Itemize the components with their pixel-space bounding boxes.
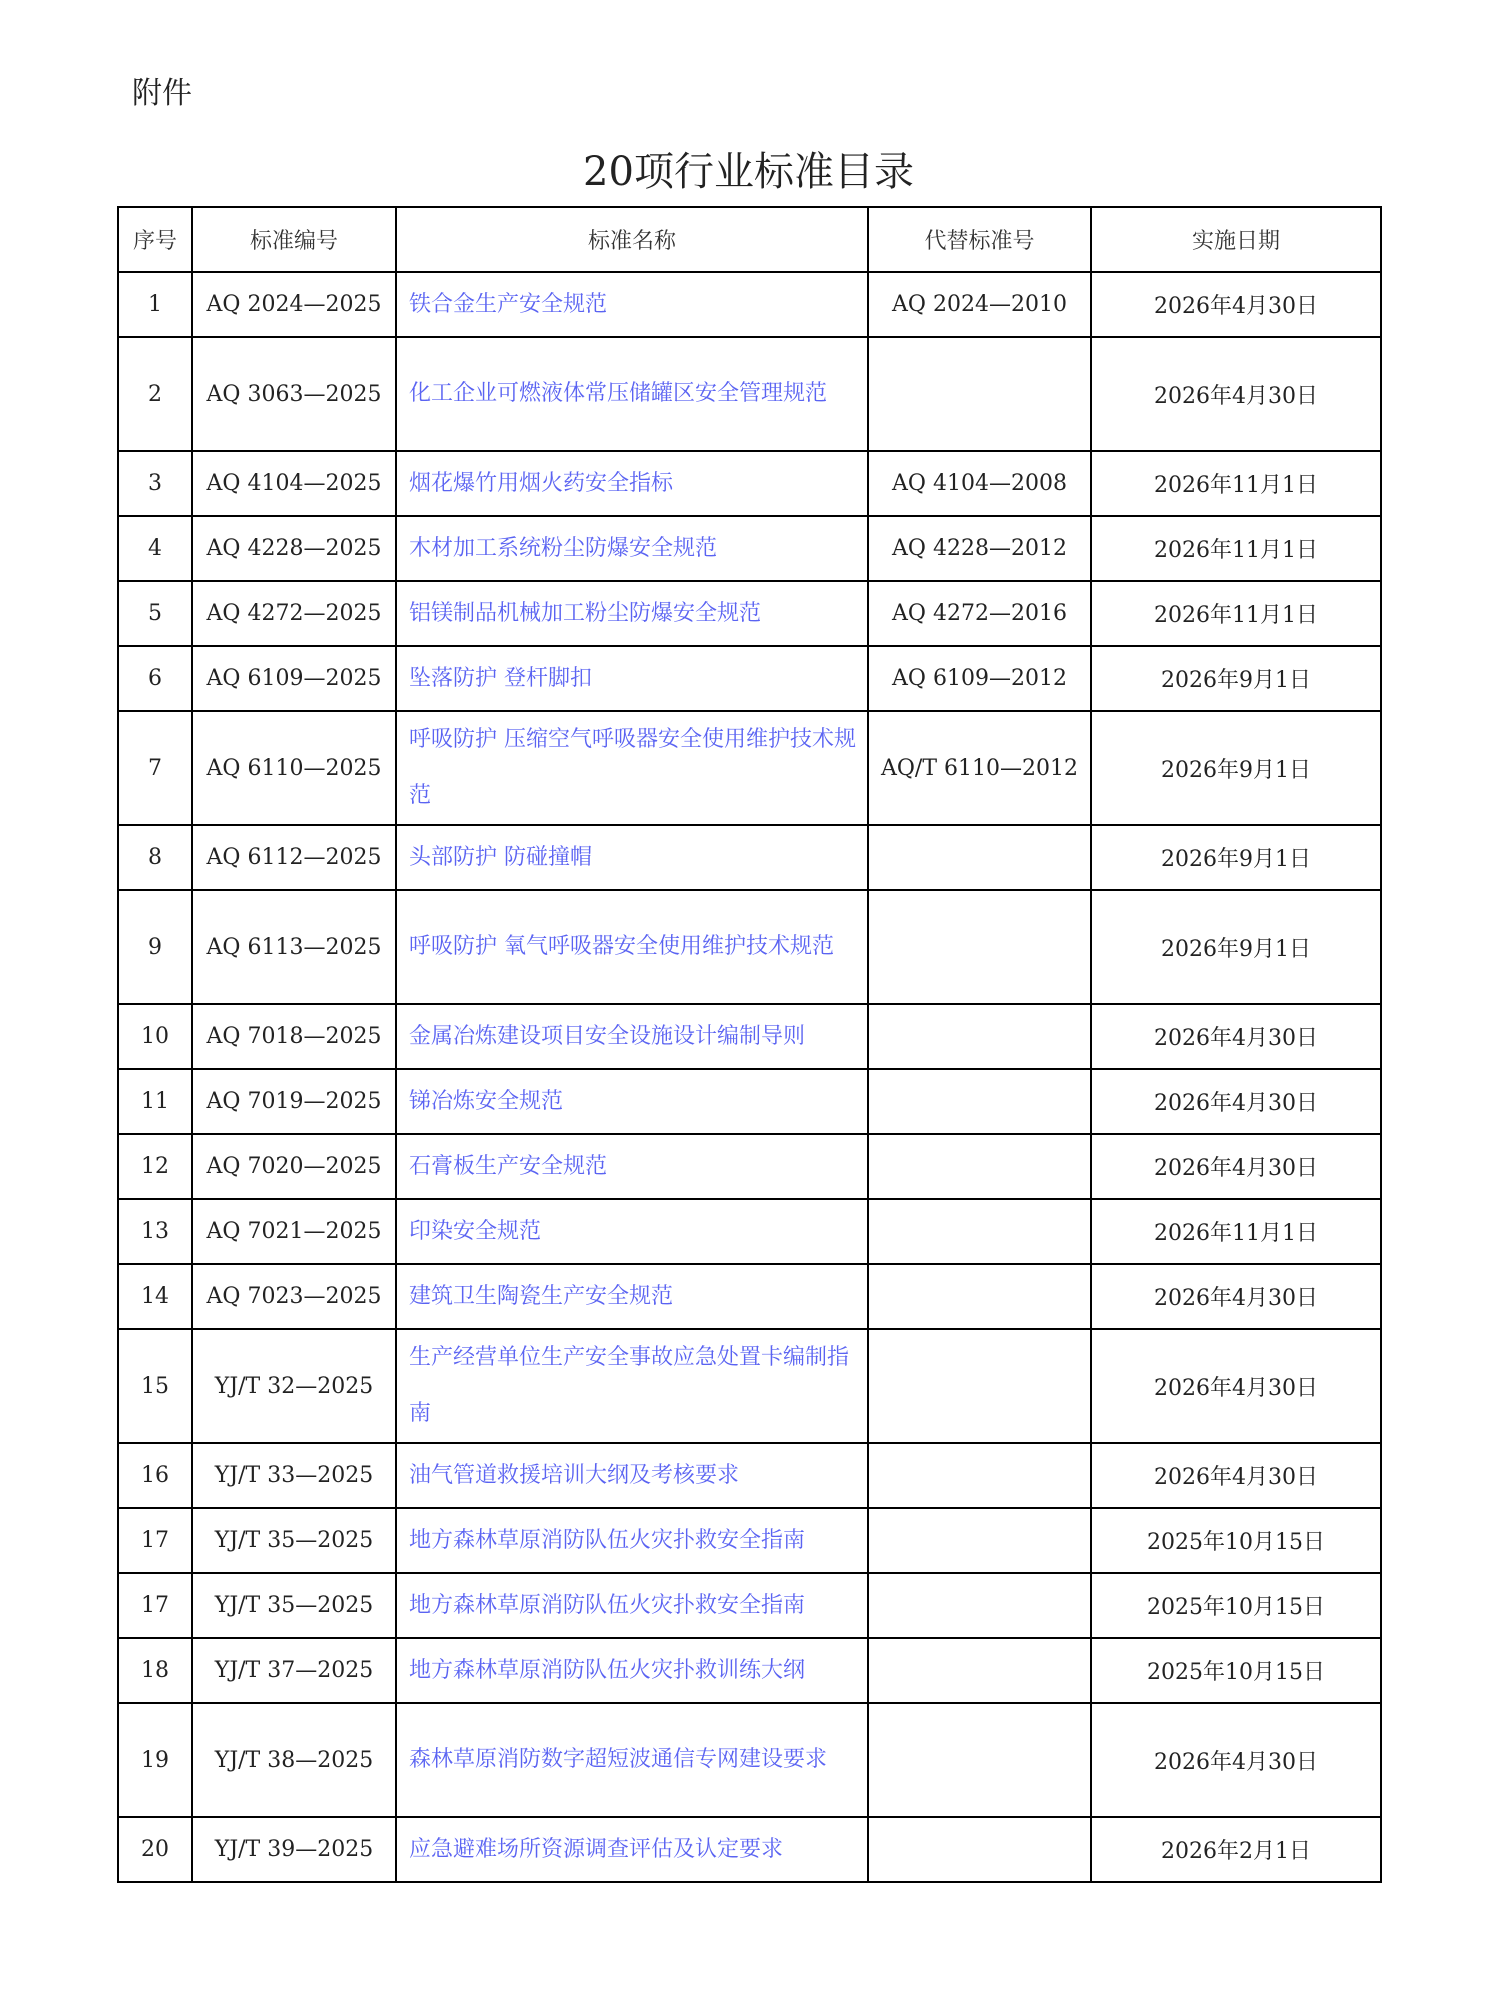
cell-no: 5 bbox=[118, 581, 192, 646]
cell-code: AQ 3063—2025 bbox=[192, 337, 396, 451]
standard-name-link[interactable]: 石膏板生产安全规范 bbox=[396, 1134, 868, 1199]
cell-code: AQ 7021—2025 bbox=[192, 1199, 396, 1264]
cell-replaces bbox=[868, 1134, 1091, 1199]
cell-no: 3 bbox=[118, 451, 192, 516]
standard-name-link[interactable]: 烟花爆竹用烟火药安全指标 bbox=[396, 451, 868, 516]
cell-date: 2026年4月30日 bbox=[1091, 1264, 1381, 1329]
cell-code: AQ 4228—2025 bbox=[192, 516, 396, 581]
cell-replaces bbox=[868, 337, 1091, 451]
standard-name-link[interactable]: 地方森林草原消防队伍火灾扑救训练大纲 bbox=[396, 1638, 868, 1703]
page-title: 20项行业标准目录 bbox=[583, 149, 914, 195]
cell-no: 13 bbox=[118, 1199, 192, 1264]
cell-code: AQ 4104—2025 bbox=[192, 451, 396, 516]
standard-name-link[interactable]: 应急避难场所资源调查评估及认定要求 bbox=[396, 1817, 868, 1882]
attachment-label: 附件 bbox=[132, 76, 192, 111]
header-date: 实施日期 bbox=[1091, 207, 1381, 272]
cell-no: 9 bbox=[118, 890, 192, 1004]
cell-date: 2026年4月30日 bbox=[1091, 1069, 1381, 1134]
header-replaces: 代替标准号 bbox=[868, 207, 1091, 272]
cell-date: 2026年4月30日 bbox=[1091, 272, 1381, 337]
cell-code: AQ 6109—2025 bbox=[192, 646, 396, 711]
cell-code: AQ 4272—2025 bbox=[192, 581, 396, 646]
standard-name-link[interactable]: 森林草原消防数字超短波通信专网建设要求 bbox=[396, 1703, 868, 1817]
cell-replaces: AQ 4104—2008 bbox=[868, 451, 1091, 516]
cell-code: YJ/T 33—2025 bbox=[192, 1443, 396, 1508]
cell-no: 11 bbox=[118, 1069, 192, 1134]
cell-replaces: AQ/T 6110—2012 bbox=[868, 711, 1091, 825]
cell-no: 1 bbox=[118, 272, 192, 337]
standard-name-link[interactable]: 印染安全规范 bbox=[396, 1199, 868, 1264]
cell-code: YJ/T 39—2025 bbox=[192, 1817, 396, 1882]
cell-date: 2026年9月1日 bbox=[1091, 825, 1381, 890]
cell-date: 2026年9月1日 bbox=[1091, 646, 1381, 711]
standard-name-link[interactable]: 锑冶炼安全规范 bbox=[396, 1069, 868, 1134]
table-row bbox=[118, 1573, 1381, 1638]
cell-date: 2026年4月30日 bbox=[1091, 337, 1381, 451]
table-row bbox=[118, 1817, 1381, 1882]
cell-date: 2026年4月30日 bbox=[1091, 1443, 1381, 1508]
cell-no: 4 bbox=[118, 516, 192, 581]
cell-replaces bbox=[868, 1573, 1091, 1638]
cell-date: 2026年4月30日 bbox=[1091, 1703, 1381, 1817]
cell-replaces bbox=[868, 1508, 1091, 1573]
cell-replaces: AQ 6109—2012 bbox=[868, 646, 1091, 711]
cell-code: AQ 6110—2025 bbox=[192, 711, 396, 825]
standard-name-link[interactable]: 呼吸防护 压缩空气呼吸器安全使用维护技术规范 bbox=[396, 711, 868, 825]
standard-name-link[interactable]: 铁合金生产安全规范 bbox=[396, 272, 868, 337]
cell-code: AQ 7019—2025 bbox=[192, 1069, 396, 1134]
standard-name-link[interactable]: 地方森林草原消防队伍火灾扑救安全指南 bbox=[396, 1508, 868, 1573]
standard-name-link[interactable]: 建筑卫生陶瓷生产安全规范 bbox=[396, 1264, 868, 1329]
cell-replaces bbox=[868, 825, 1091, 890]
cell-code: YJ/T 38—2025 bbox=[192, 1703, 396, 1817]
cell-replaces bbox=[868, 1069, 1091, 1134]
table-row bbox=[118, 1443, 1381, 1508]
cell-date: 2026年9月1日 bbox=[1091, 711, 1381, 825]
cell-date: 2025年10月15日 bbox=[1091, 1508, 1381, 1573]
cell-no: 12 bbox=[118, 1134, 192, 1199]
cell-date: 2026年4月30日 bbox=[1091, 1134, 1381, 1199]
cell-replaces: AQ 2024—2010 bbox=[868, 272, 1091, 337]
cell-date: 2025年10月15日 bbox=[1091, 1573, 1381, 1638]
table-row bbox=[118, 1329, 1381, 1443]
cell-date: 2026年4月30日 bbox=[1091, 1004, 1381, 1069]
cell-date: 2026年11月1日 bbox=[1091, 451, 1381, 516]
cell-date: 2026年11月1日 bbox=[1091, 581, 1381, 646]
header-name: 标准名称 bbox=[396, 207, 868, 272]
cell-no: 16 bbox=[118, 1443, 192, 1508]
cell-code: AQ 6112—2025 bbox=[192, 825, 396, 890]
cell-code: YJ/T 37—2025 bbox=[192, 1638, 396, 1703]
table-row bbox=[118, 1134, 1381, 1199]
table-row bbox=[118, 825, 1381, 890]
standard-name-link[interactable]: 头部防护 防碰撞帽 bbox=[396, 825, 868, 890]
cell-no: 19 bbox=[118, 1703, 192, 1817]
cell-replaces: AQ 4228—2012 bbox=[868, 516, 1091, 581]
table-row bbox=[118, 890, 1381, 1004]
table-row bbox=[118, 1004, 1381, 1069]
cell-code: YJ/T 32—2025 bbox=[192, 1329, 396, 1443]
standard-name-link[interactable]: 铝镁制品机械加工粉尘防爆安全规范 bbox=[396, 581, 868, 646]
cell-no: 2 bbox=[118, 337, 192, 451]
header-no: 序号 bbox=[118, 207, 192, 272]
cell-date: 2026年11月1日 bbox=[1091, 516, 1381, 581]
table-row bbox=[118, 1069, 1381, 1134]
table-row bbox=[118, 451, 1381, 516]
standard-name-link[interactable]: 金属冶炼建设项目安全设施设计编制导则 bbox=[396, 1004, 868, 1069]
standard-name-link[interactable]: 生产经营单位生产安全事故应急处置卡编制指南 bbox=[396, 1329, 868, 1443]
cell-no: 14 bbox=[118, 1264, 192, 1329]
standard-name-link[interactable]: 坠落防护 登杆脚扣 bbox=[396, 646, 868, 711]
standards-table bbox=[117, 206, 1382, 1883]
table-row bbox=[118, 711, 1381, 825]
table-header-row bbox=[118, 207, 1381, 272]
cell-replaces bbox=[868, 1443, 1091, 1508]
table-row bbox=[118, 516, 1381, 581]
cell-date: 2026年11月1日 bbox=[1091, 1199, 1381, 1264]
cell-date: 2026年4月30日 bbox=[1091, 1329, 1381, 1443]
cell-replaces bbox=[868, 1199, 1091, 1264]
table-row bbox=[118, 272, 1381, 337]
table-row bbox=[118, 337, 1381, 451]
table-row bbox=[118, 646, 1381, 711]
cell-no: 17 bbox=[118, 1508, 192, 1573]
cell-replaces bbox=[868, 1329, 1091, 1443]
standard-name-link[interactable]: 地方森林草原消防队伍火灾扑救安全指南 bbox=[396, 1573, 868, 1638]
table-row bbox=[118, 1199, 1381, 1264]
cell-no: 10 bbox=[118, 1004, 192, 1069]
standard-name-link[interactable]: 化工企业可燃液体常压储罐区安全管理规范 bbox=[396, 337, 868, 451]
cell-code: AQ 6113—2025 bbox=[192, 890, 396, 1004]
cell-no: 20 bbox=[118, 1817, 192, 1882]
cell-replaces bbox=[868, 1703, 1091, 1817]
cell-code: AQ 7023—2025 bbox=[192, 1264, 396, 1329]
cell-code: AQ 7018—2025 bbox=[192, 1004, 396, 1069]
table-row bbox=[118, 1638, 1381, 1703]
cell-no: 17 bbox=[118, 1573, 192, 1638]
cell-replaces: AQ 4272—2016 bbox=[868, 581, 1091, 646]
cell-no: 18 bbox=[118, 1638, 192, 1703]
table-row bbox=[118, 1508, 1381, 1573]
cell-code: YJ/T 35—2025 bbox=[192, 1573, 396, 1638]
table-row bbox=[118, 581, 1381, 646]
cell-no: 15 bbox=[118, 1329, 192, 1443]
cell-code: YJ/T 35—2025 bbox=[192, 1508, 396, 1573]
cell-date: 2026年2月1日 bbox=[1091, 1817, 1381, 1882]
table-row bbox=[118, 1703, 1381, 1817]
cell-replaces bbox=[868, 1004, 1091, 1069]
cell-date: 2025年10月15日 bbox=[1091, 1638, 1381, 1703]
standard-name-link[interactable]: 油气管道救援培训大纲及考核要求 bbox=[396, 1443, 868, 1508]
cell-date: 2026年9月1日 bbox=[1091, 890, 1381, 1004]
cell-no: 7 bbox=[118, 711, 192, 825]
cell-code: AQ 7020—2025 bbox=[192, 1134, 396, 1199]
standard-name-link[interactable]: 呼吸防护 氧气呼吸器安全使用维护技术规范 bbox=[396, 890, 868, 1004]
cell-replaces bbox=[868, 1817, 1091, 1882]
cell-no: 6 bbox=[118, 646, 192, 711]
cell-replaces bbox=[868, 890, 1091, 1004]
cell-replaces bbox=[868, 1638, 1091, 1703]
cell-no: 8 bbox=[118, 825, 192, 890]
cell-replaces bbox=[868, 1264, 1091, 1329]
cell-code: AQ 2024—2025 bbox=[192, 272, 396, 337]
standard-name-link[interactable]: 木材加工系统粉尘防爆安全规范 bbox=[396, 516, 868, 581]
header-code: 标准编号 bbox=[192, 207, 396, 272]
table-row bbox=[118, 1264, 1381, 1329]
